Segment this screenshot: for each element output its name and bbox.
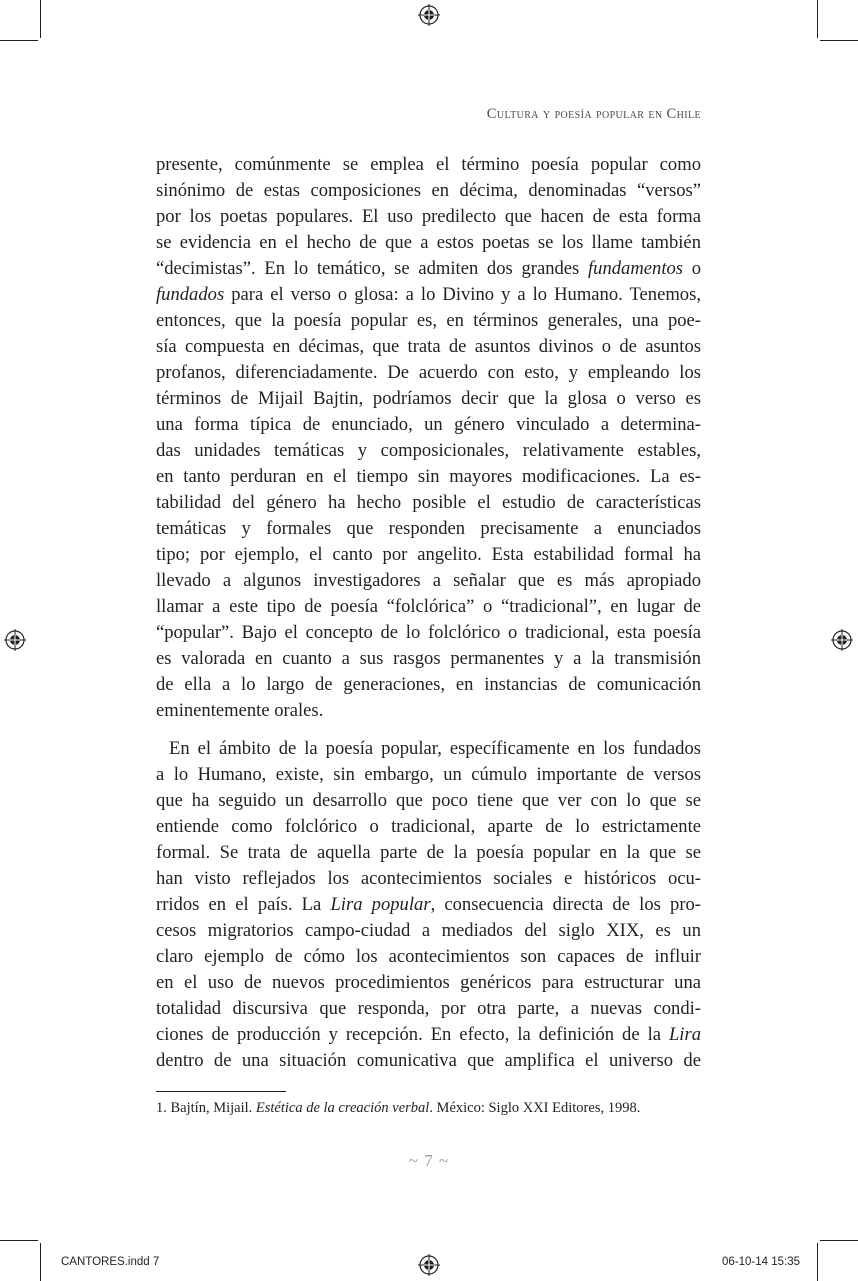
text-line: “popular”. Bajo el concepto de lo folclórico o tradicional, esta poesía [156, 622, 701, 643]
crop-mark-bottom-left-h [0, 1240, 38, 1241]
footnote-rule [156, 1091, 286, 1092]
text-line [156, 1022, 701, 1048]
body-text [156, 152, 701, 1074]
text-segment: para el verso o glosa: a lo Divino y a lo Humano. Tenemos, [231, 284, 701, 305]
text-line: llevado a algunos investigadores a señalar que es más apropiado [156, 570, 701, 591]
footnote-book-title: Estética de la creación verbal [255, 1100, 430, 1116]
text-line: que ha seguido un desarrollo que poco tiene que ver con lo que se [156, 790, 701, 811]
text-line: formal. Se trata de aquella parte de la poesía popular en la que se [156, 842, 701, 863]
crop-mark-top-left-h [0, 40, 38, 41]
text-line: entonces, que la poesía popular es, en términos generales, una poe- [156, 310, 701, 331]
paragraph-gap [156, 724, 701, 736]
crop-mark-bottom-right-v [817, 1243, 818, 1281]
footnote [156, 1098, 716, 1118]
text-line: profanos, diferenciadamente. De acuerdo con esto, y empleando los [156, 362, 701, 383]
italic-term-fundados: fundados [156, 284, 225, 305]
text-line: llamar a este tipo de poesía “folclórica” o “tradicional”, en lugar de [156, 596, 701, 617]
crop-mark-top-left-v [40, 0, 41, 38]
running-head-text: Cultura y poesía popular en Chile [486, 106, 701, 122]
text-line: presente, comúnmente se emplea el término poesía popular como [156, 154, 701, 175]
registration-mark-bottom-icon [418, 1254, 440, 1276]
text-line: totalidad discursiva que responda, por otra parte, a nuevas condi- [156, 998, 701, 1019]
italic-title-lira: Lira [668, 1024, 701, 1045]
text-line: se evidencia en el hecho de que a estos poetas se los llame también [156, 232, 701, 253]
text-line: En el ámbito de la poesía popular, específicamente en los fundados [169, 738, 701, 759]
text-line: a lo Humano, existe, sin embargo, un cúmulo importante de versos [156, 764, 701, 785]
text-line: entiende como folclórico o tradicional, aparte de lo estrictamente [156, 816, 701, 837]
text-line: sinónimo de estas composiciones en décima, denominadas “versos” [156, 180, 701, 201]
text-line: por los poetas populares. El uso predilecto que hacen de esta forma [156, 206, 701, 227]
text-line: en tanto perduran en el tiempo sin mayores modificaciones. La es- [156, 466, 701, 487]
text-line: claro ejemplo de cómo los acontecimientos son capaces de influir [156, 946, 701, 967]
italic-term-fundamentos: fundamentos [587, 258, 684, 279]
text-segment: rridos en el país. La [156, 894, 322, 915]
registration-mark-right-icon [831, 629, 853, 651]
text-line: han visto reflejados los acontecimientos sociales e históricos ocu- [156, 868, 701, 889]
text-segment: o [683, 258, 702, 279]
text-line: tabilidad del género ha hecho posible el estudio de características [156, 492, 701, 513]
text-line [156, 892, 701, 918]
page-number: ~ 7 ~ [408, 1151, 450, 1170]
footnote-suffix: . México: Siglo XXI Editores, 1998. [429, 1100, 641, 1116]
text-line: das unidades temáticas y composicionales, relativamente estables, [156, 440, 701, 461]
registration-mark-top-icon [418, 4, 440, 26]
text-line: sía compuesta en décimas, que trata de asuntos divinos o de asuntos [156, 336, 701, 357]
slug-filename: CANTORES.indd 7 [61, 1256, 160, 1268]
italic-title-lira-popular: Lira popular [330, 894, 431, 915]
text-line: en el uso de nuevos procedimientos genéricos para estructurar una [156, 972, 701, 993]
text-segment: ciones de producción y recepción. En efecto, la definición de la [156, 1024, 661, 1045]
text-line: dentro de una situación comunicativa que amplifica el universo de [156, 1050, 701, 1071]
crop-mark-top-right-h [820, 40, 858, 41]
text-line: temáticas y formales que responden precisamente a enunciados [156, 518, 701, 539]
footnote-prefix: 1. Bajtín, Mijail. [156, 1100, 256, 1116]
text-line: términos de Mijail Bajtin, podríamos decir que la glosa o verso es [156, 388, 701, 409]
slug-timestamp: 06-10-14 15:35 [722, 1256, 801, 1268]
paragraph-1 [156, 152, 701, 724]
text-line: de ella a lo largo de generaciones, en instancias de comunicación [156, 674, 701, 695]
text-line [156, 256, 701, 282]
running-head [487, 106, 701, 123]
text-segment: “decimistas”. En lo temático, se admiten dos grandes [156, 258, 580, 279]
text-line: una forma típica de enunciado, un género vinculado a determina- [156, 414, 701, 435]
text-line: eminentemente orales. [156, 700, 324, 721]
crop-mark-bottom-left-v [40, 1243, 41, 1281]
text-line [156, 282, 701, 308]
paragraph-2 [156, 736, 701, 1074]
registration-mark-left-icon [4, 629, 26, 651]
crop-mark-top-right-v [817, 0, 818, 38]
text-line: es valorada en cuanto a sus rasgos permanentes y a la transmisión [156, 648, 701, 669]
text-line: cesos migratorios campo-ciudad a mediados del siglo XIX, es un [156, 920, 701, 941]
text-line: tipo; por ejemplo, el canto por angelito. Esta estabilidad formal ha [156, 544, 701, 565]
text-segment: , consecuencia directa de los pro- [430, 894, 701, 915]
crop-mark-bottom-right-h [820, 1240, 858, 1241]
